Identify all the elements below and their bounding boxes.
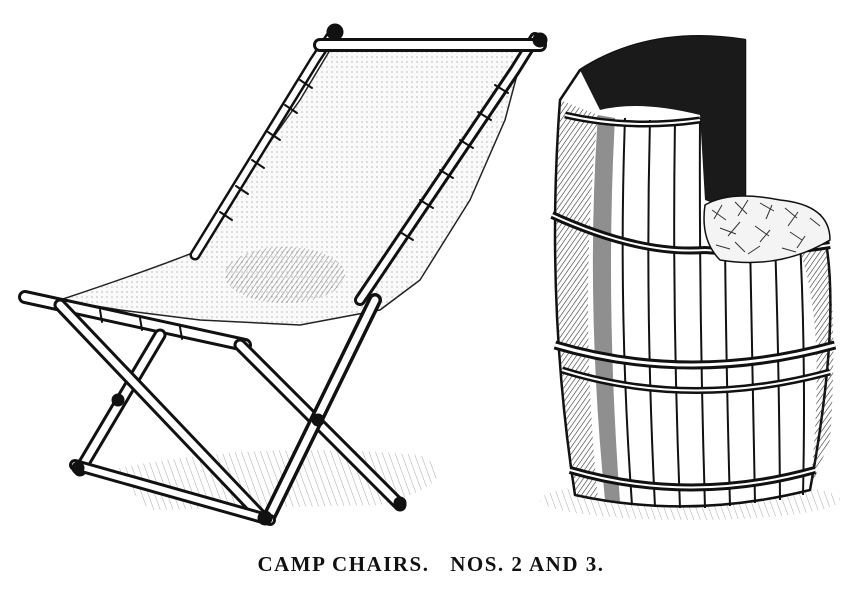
caption-numbers: NOS. 2 AND 3. [450,552,605,576]
barrel-chair-icon [540,36,840,520]
engraving-caption [0,552,862,577]
sling-chair-icon [25,24,547,525]
caption-title: CAMP CHAIRS. [257,552,430,576]
